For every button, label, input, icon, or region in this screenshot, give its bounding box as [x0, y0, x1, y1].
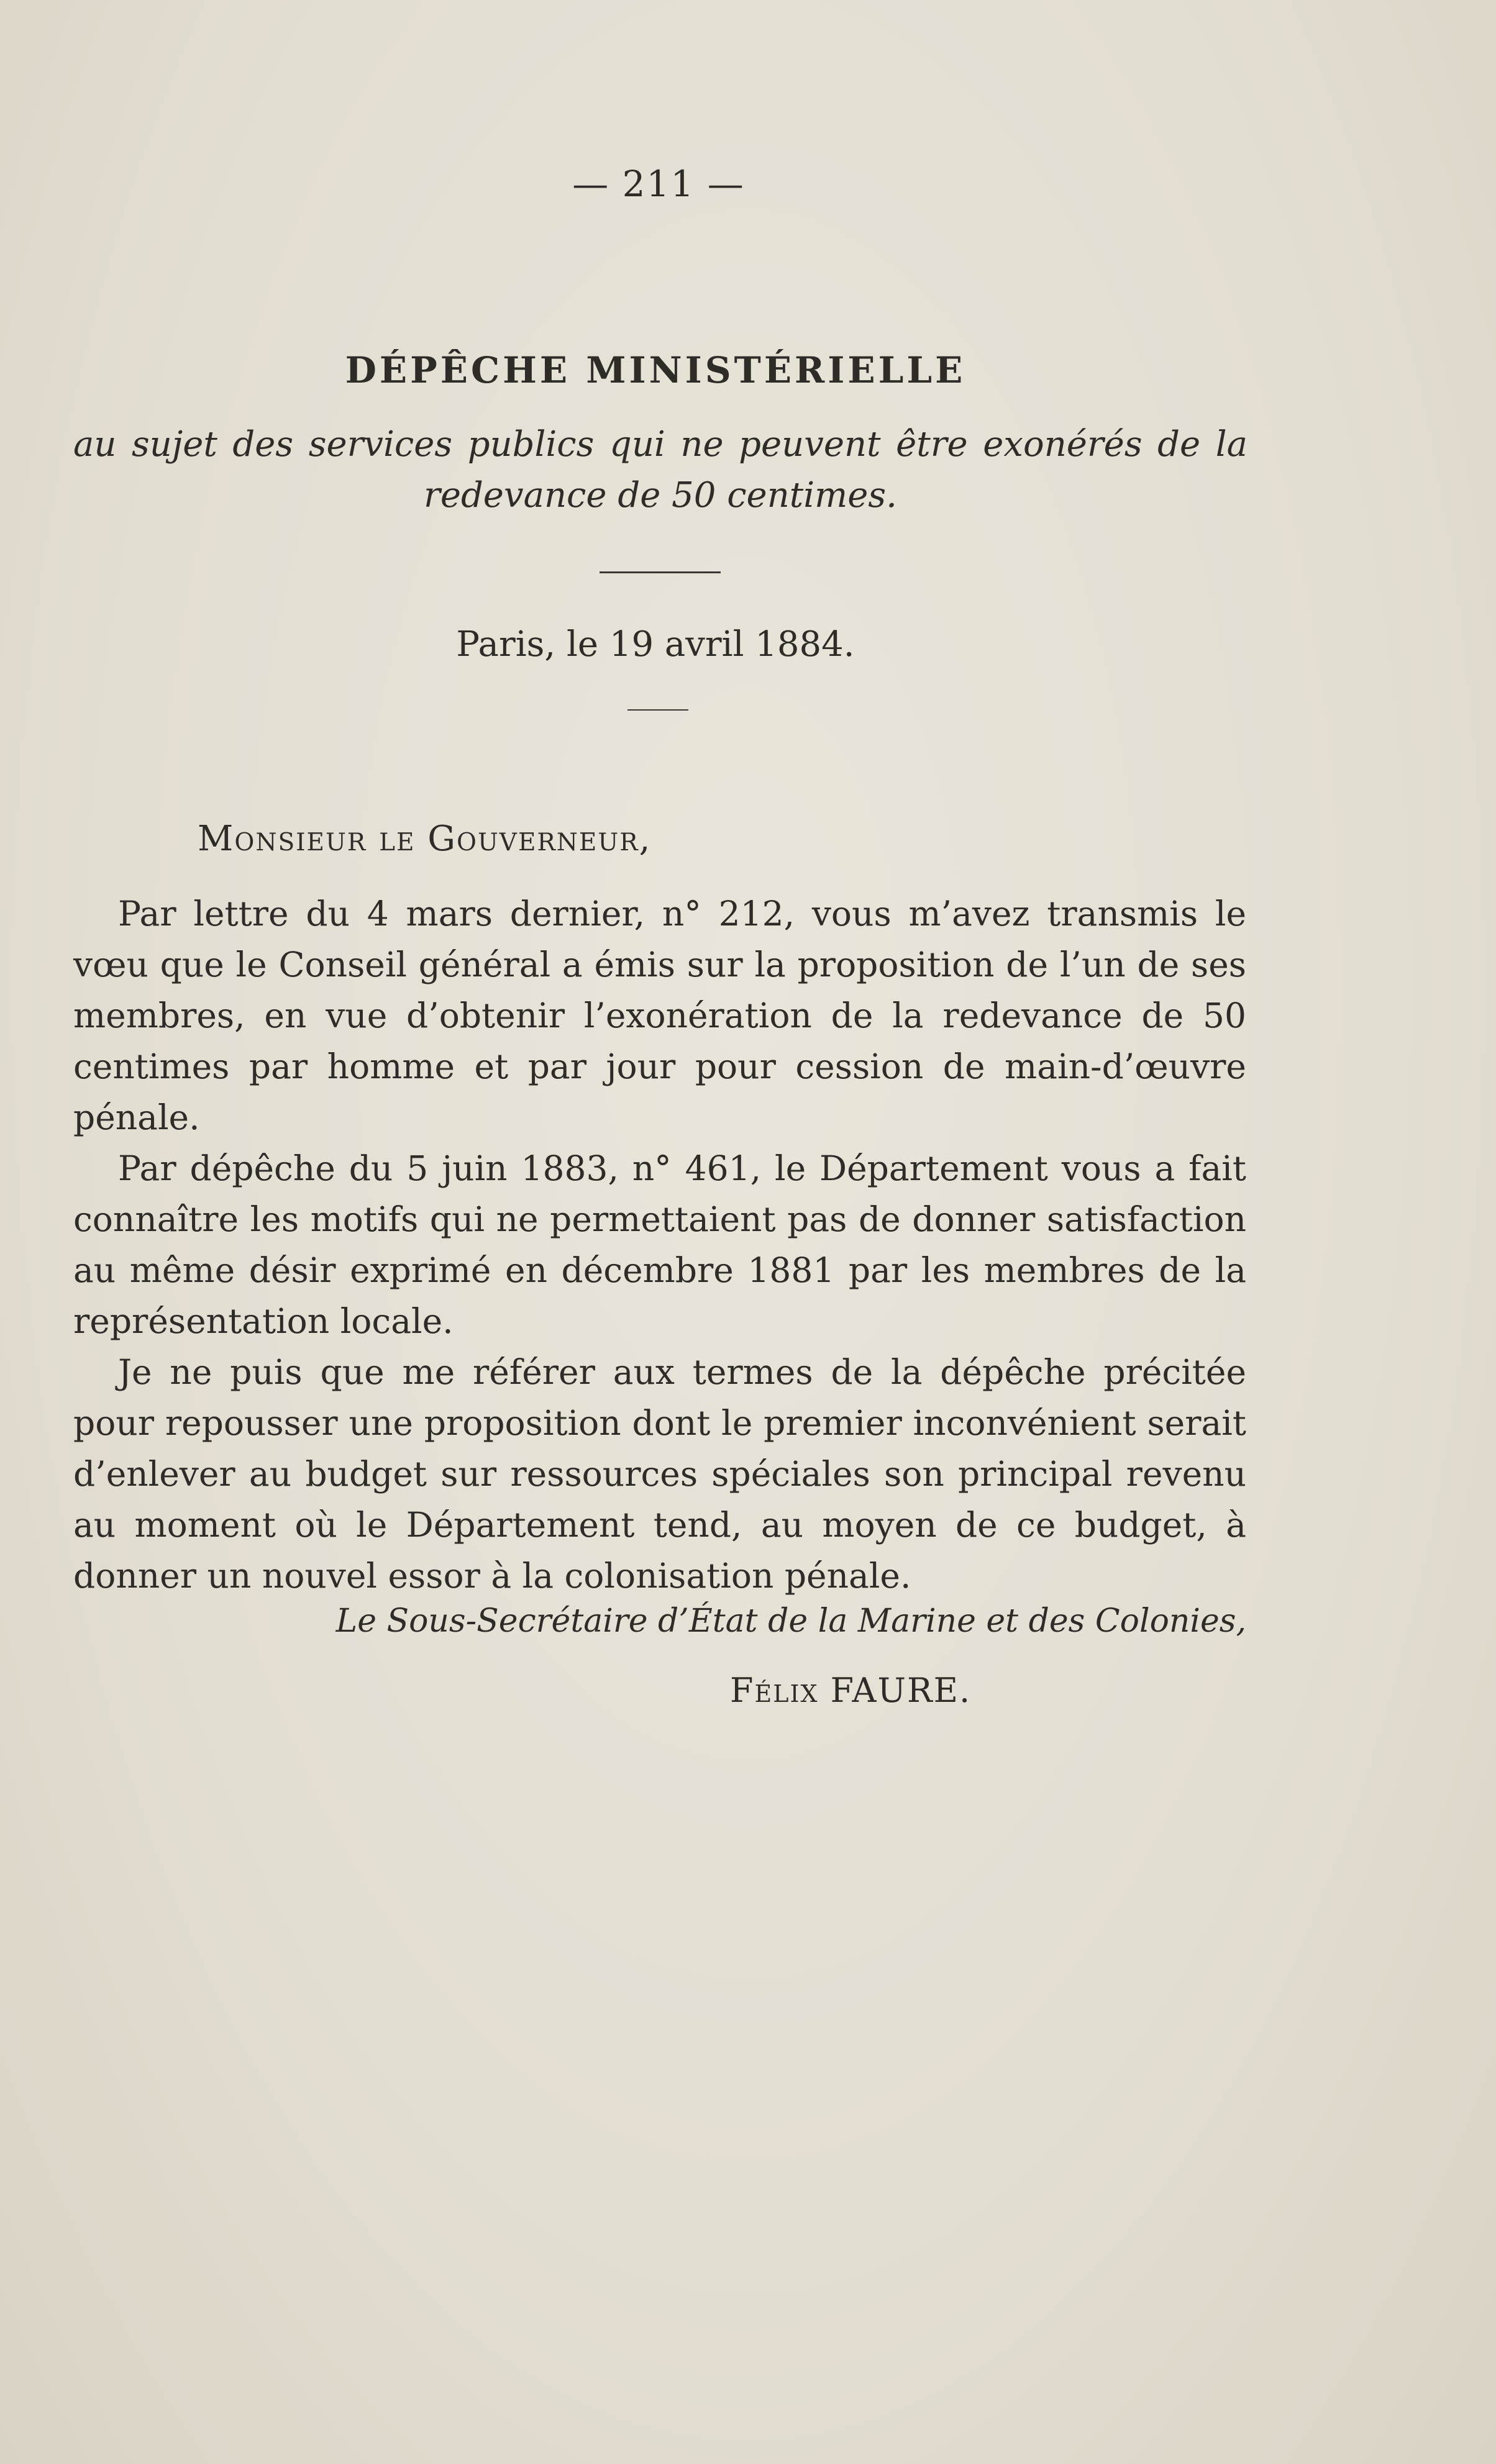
- signature-name: Félix FAURE.: [730, 1671, 972, 1710]
- separator-rule-short: [627, 709, 688, 711]
- dateline: Paris, le 19 avril 1884.: [456, 624, 855, 665]
- page-number: — 211 —: [572, 163, 745, 205]
- document-title: DÉPÊCHE MINISTÉRIELLE: [345, 349, 966, 391]
- salutation: Monsieur le Gouverneur,: [198, 819, 652, 859]
- paragraph: Par lettre du 4 mars dernier, n° 212, vous m’avez transmis le vœu que le Conseil général a émis sur la proposition de l’un de ses membres, en vue d’obtenir l’exonération de la redevance de 50 centimes par homme et par jour pour cession de main-d’œuvre pénale.: [73, 894, 1246, 1137]
- letter-body: [73, 888, 1246, 1601]
- signature-title: Le Sous-Secrétaire d’État de la Marine et des Colonies,: [335, 1603, 1246, 1640]
- paragraph: Par dépêche du 5 juin 1883, n° 461, le Département vous a fait connaître les motifs qui ne permettaient pas de donner satisfaction au même désir exprimé en décembre 1881 par les membres de la représentation locale.: [73, 1148, 1246, 1341]
- separator-rule: [600, 571, 721, 573]
- paragraph: Je ne puis que me référer aux termes de la dépêche précitée pour repousser une proposition dont le premier inconvénient serait d’enlever au budget sur ressources spéciales son principal revenu au moment où le Département tend, au moyen de ce budget, à donner un nouvel essor à la colonisation pénale.: [73, 1352, 1246, 1596]
- document-subtitle: au sujet des services publics qui ne peuvent être exonérés de la redevance de 50 centimes.: [73, 424, 1247, 516]
